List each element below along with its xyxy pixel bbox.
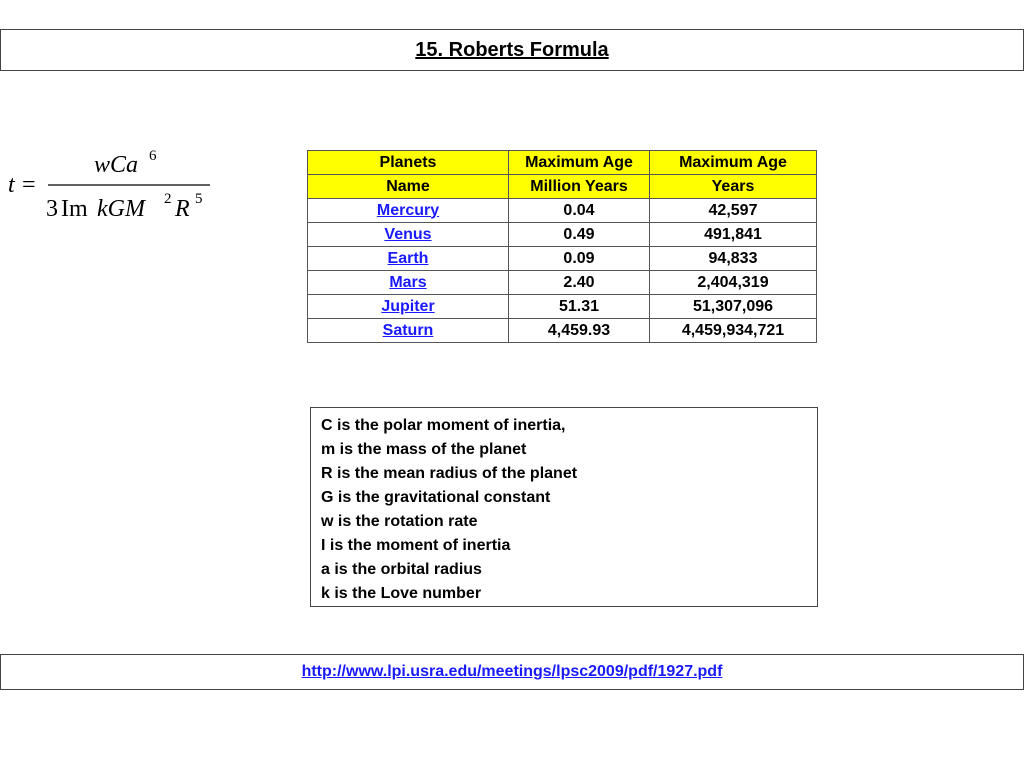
formula-numerator: wCa xyxy=(94,152,139,178)
legend-line: I is the moment of inertia xyxy=(321,537,511,554)
years-cell: 94,833 xyxy=(650,247,817,271)
planet-age-table xyxy=(307,150,817,343)
formula-numerator-exponent: 6 xyxy=(149,148,157,164)
table-row xyxy=(308,223,817,247)
planet-link-venus[interactable]: Venus xyxy=(384,225,432,243)
formula-denominator-exponent-2: 2 xyxy=(164,191,172,207)
formula-denominator-im: Im xyxy=(61,196,88,222)
years-cell: 42,597 xyxy=(650,199,817,223)
roberts-formula xyxy=(8,142,218,232)
million-years-cell: 0.49 xyxy=(509,223,650,247)
table-row xyxy=(308,295,817,319)
header-planets: Planets xyxy=(308,151,509,175)
planet-name-cell xyxy=(308,319,509,343)
source-bar xyxy=(0,654,1024,690)
years-cell: 51,307,096 xyxy=(650,295,817,319)
formula-denominator-r: R xyxy=(175,196,190,222)
page-title: 15. Roberts Formula xyxy=(415,38,609,61)
formula-graphic xyxy=(8,142,218,232)
planet-name-cell xyxy=(308,223,509,247)
planet-link-earth[interactable]: Earth xyxy=(387,249,429,267)
title-bar xyxy=(0,29,1024,71)
table-header-row xyxy=(308,151,817,175)
source-link[interactable]: http://www.lpi.usra.edu/meetings/lpsc2009/pdf/1927.pdf xyxy=(301,663,723,680)
planet-name-cell xyxy=(308,199,509,223)
million-years-cell: 0.09 xyxy=(509,247,650,271)
legend-line: G is the gravitational constant xyxy=(321,489,551,506)
legend-line: a is the orbital radius xyxy=(321,561,482,578)
planet-link-mars[interactable]: Mars xyxy=(389,273,427,291)
formula-equals: = xyxy=(22,172,36,198)
legend-line: R is the mean radius of the planet xyxy=(321,465,578,482)
table-row xyxy=(308,319,817,343)
million-years-cell: 4,459.93 xyxy=(509,319,650,343)
legend-line: C is the polar moment of inertia, xyxy=(321,417,566,434)
header-max-age-million: Maximum Age xyxy=(509,151,650,175)
legend-line: m is the mass of the planet xyxy=(321,441,527,458)
header-million-years: Million Years xyxy=(509,175,650,199)
header-max-age-years: Maximum Age xyxy=(650,151,817,175)
formula-lhs: t xyxy=(8,172,15,198)
planet-name-cell xyxy=(308,295,509,319)
planet-link-jupiter[interactable]: Jupiter xyxy=(381,297,435,315)
table-header-row xyxy=(308,175,817,199)
table-row xyxy=(308,247,817,271)
years-cell: 491,841 xyxy=(650,223,817,247)
table-row xyxy=(308,199,817,223)
planet-name-cell xyxy=(308,247,509,271)
planet-link-saturn[interactable]: Saturn xyxy=(382,321,434,339)
planet-name-cell xyxy=(308,271,509,295)
years-cell: 4,459,934,721 xyxy=(650,319,817,343)
years-cell: 2,404,319 xyxy=(650,271,817,295)
table-row xyxy=(308,271,817,295)
formula-denominator-coefficient: 3 xyxy=(46,196,58,222)
million-years-cell: 0.04 xyxy=(509,199,650,223)
header-name: Name xyxy=(308,175,509,199)
million-years-cell: 2.40 xyxy=(509,271,650,295)
legend-line: k is the Love number xyxy=(321,585,482,602)
header-years: Years xyxy=(650,175,817,199)
variable-legend xyxy=(310,407,818,607)
formula-denominator-kgm: kGM xyxy=(97,196,145,222)
formula-denominator-exponent-5: 5 xyxy=(195,191,203,207)
planet-link-mercury[interactable]: Mercury xyxy=(376,201,440,219)
legend-line: w is the rotation rate xyxy=(321,513,478,530)
million-years-cell: 51.31 xyxy=(509,295,650,319)
